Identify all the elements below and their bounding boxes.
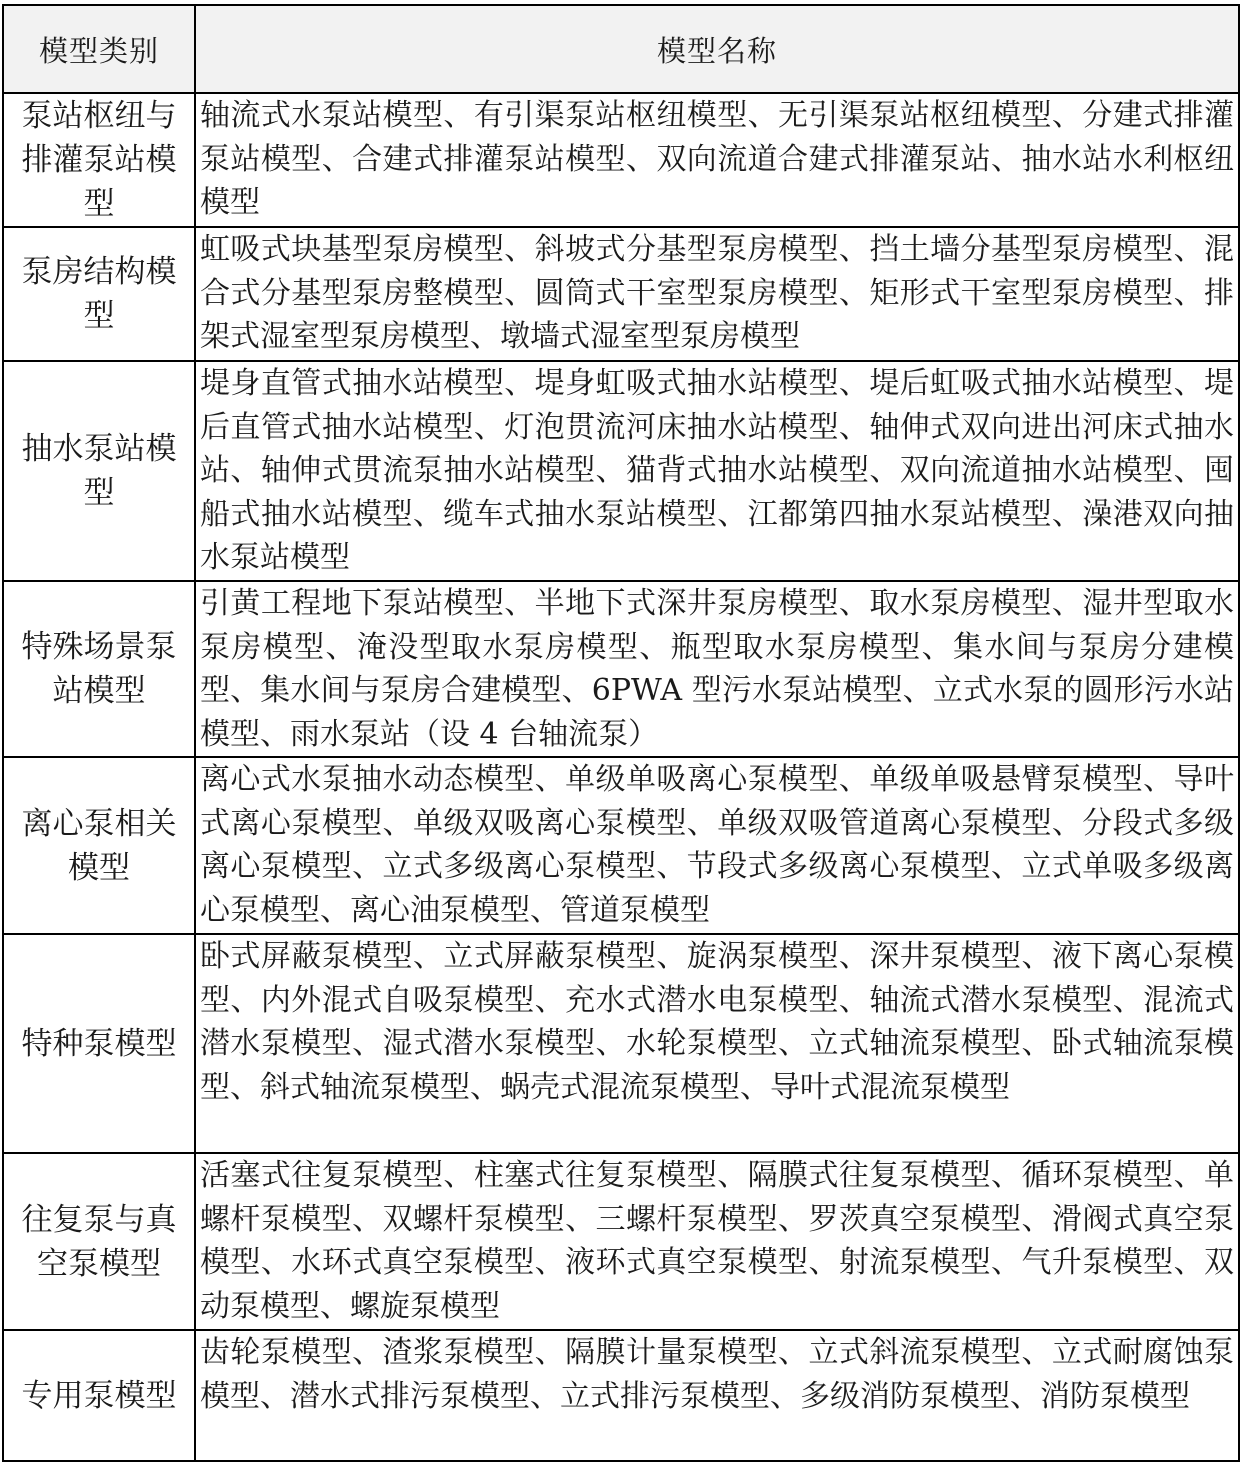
category-cell: 泵站枢纽与排灌泵站模型 xyxy=(3,93,195,227)
table-row xyxy=(3,1153,1239,1330)
model-names-cell: 虹吸式块基型泵房模型、斜坡式分基型泵房模型、挡土墙分基型泵房模型、混合式分基型泵房整模型、圆筒式干室型泵房模型、矩形式干室型泵房模型、排架式湿室型泵房模型、墩墙式湿室型泵房模型 xyxy=(195,227,1239,361)
table-row xyxy=(3,934,1239,1153)
model-names-cell: 堤身直管式抽水站模型、堤身虹吸式抽水站模型、堤后虹吸式抽水站模型、堤后直管式抽水站模型、灯泡贯流河床抽水站模型、轴伸式双向进出河床式抽水站、轴伸式贯流泵抽水站模型、猫背式抽水站模型、双向流道抽水站模型、囤船式抽水站模型、缆车式抽水泵站模型、江都第四抽水泵站模型、澡港双向抽水泵站模型 xyxy=(195,361,1239,581)
model-names-cell: 齿轮泵模型、渣浆泵模型、隔膜计量泵模型、立式斜流泵模型、立式耐腐蚀泵模型、潜水式排污泵模型、立式排污泵模型、多级消防泵模型、消防泵模型 xyxy=(195,1330,1239,1461)
header-category: 模型类别 xyxy=(3,5,195,93)
table-row xyxy=(3,581,1239,757)
model-names-cell: 活塞式往复泵模型、柱塞式往复泵模型、隔膜式往复泵模型、循环泵模型、单螺杆泵模型、双螺杆泵模型、三螺杆泵模型、罗茨真空泵模型、滑阀式真空泵模型、水环式真空泵模型、液环式真空泵模型、射流泵模型、气升泵模型、双动泵模型、螺旋泵模型 xyxy=(195,1153,1239,1330)
category-cell: 特殊场景泵站模型 xyxy=(3,581,195,757)
table-row xyxy=(3,757,1239,934)
model-names-cell: 卧式屏蔽泵模型、立式屏蔽泵模型、旋涡泵模型、深井泵模型、液下离心泵模型、内外混式自吸泵模型、充水式潜水电泵模型、轴流式潜水泵模型、混流式潜水泵模型、湿式潜水泵模型、水轮泵模型、立式轴流泵模型、卧式轴流泵模型、斜式轴流泵模型、蜗壳式混流泵模型、导叶式混流泵模型 xyxy=(195,934,1239,1153)
category-cell: 往复泵与真空泵模型 xyxy=(3,1153,195,1330)
table-header-row xyxy=(3,5,1239,93)
pump-model-table xyxy=(2,4,1240,1462)
table-row xyxy=(3,361,1239,581)
category-cell: 离心泵相关模型 xyxy=(3,757,195,934)
model-names-cell: 引黄工程地下泵站模型、半地下式深井泵房模型、取水泵房模型、湿井型取水泵房模型、淹没型取水泵房模型、瓶型取水泵房模型、集水间与泵房分建模型、集水间与泵房合建模型、6PWA 型污水泵站模型、立式水泵的圆形污水站模型、雨水泵站（设 4 台轴流泵） xyxy=(195,581,1239,757)
table-row xyxy=(3,1330,1239,1461)
category-cell: 抽水泵站模型 xyxy=(3,361,195,581)
category-cell: 泵房结构模型 xyxy=(3,227,195,361)
table-row xyxy=(3,93,1239,227)
table-row xyxy=(3,227,1239,361)
header-model-names: 模型名称 xyxy=(195,5,1239,93)
category-cell: 特种泵模型 xyxy=(3,934,195,1153)
category-cell: 专用泵模型 xyxy=(3,1330,195,1461)
model-names-cell: 轴流式水泵站模型、有引渠泵站枢纽模型、无引渠泵站枢纽模型、分建式排灌泵站模型、合建式排灌泵站模型、双向流道合建式排灌泵站、抽水站水利枢纽模型 xyxy=(195,93,1239,227)
model-names-cell: 离心式水泵抽水动态模型、单级单吸离心泵模型、单级单吸悬臂泵模型、导叶式离心泵模型、单级双吸离心泵模型、单级双吸管道离心泵模型、分段式多级离心泵模型、立式多级离心泵模型、节段式多级离心泵模型、立式单吸多级离心泵模型、离心油泵模型、管道泵模型 xyxy=(195,757,1239,934)
pump-model-table-container xyxy=(2,4,1240,1460)
